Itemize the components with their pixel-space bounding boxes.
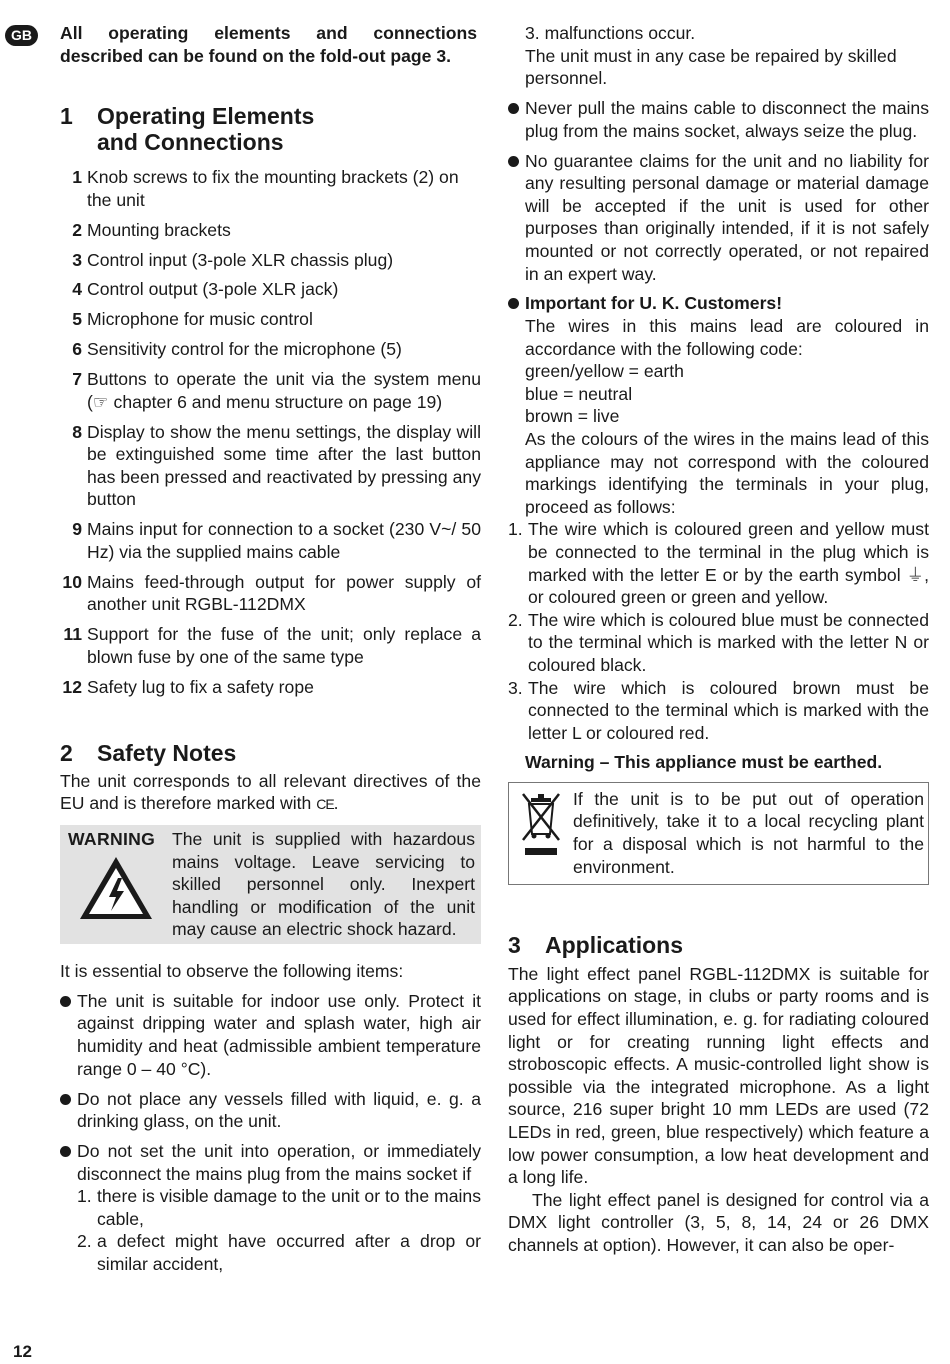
list-item bbox=[60, 571, 481, 616]
ce-mark: CE bbox=[316, 796, 334, 813]
uk-code-live: brown = live bbox=[525, 406, 620, 427]
bullet-pull-cable bbox=[508, 97, 929, 142]
bullet-icon bbox=[508, 150, 525, 286]
recycling-text: If the unit is to be put out of operation definitively, take it to a local recycling plant for a disposal which is not harmful to the environment. bbox=[573, 788, 924, 877]
uk-intro: The wires in this mains lead are coloured in accordance with the following code: bbox=[525, 316, 929, 359]
item-text: Control output (3-pole XLR jack) bbox=[87, 279, 339, 300]
item-text: Control input (3-pole XLR chassis plug) bbox=[87, 249, 394, 270]
sub-number: 2. bbox=[77, 1231, 92, 1252]
list-item bbox=[60, 308, 481, 331]
earth-symbol-icon: ⏚ bbox=[906, 564, 925, 585]
list-item bbox=[60, 166, 481, 211]
item-number: 6 bbox=[72, 339, 82, 360]
list-item bbox=[60, 278, 481, 301]
sub-item bbox=[77, 1230, 481, 1275]
operating-elements-list bbox=[60, 166, 481, 698]
item-text: Mounting brackets bbox=[87, 219, 231, 240]
list-item bbox=[60, 623, 481, 668]
list-item bbox=[60, 518, 481, 563]
list-item bbox=[60, 421, 481, 511]
item-text: Support for the fuse of the unit; only replace a blown fuse by one of the same type bbox=[87, 624, 481, 667]
item-text: Knob screws to fix the mounting brackets (2) on the unit bbox=[87, 167, 459, 210]
bullet-text: Do not place any vessels filled with liquid, e. g. a drinking glass, on the unit. bbox=[77, 1088, 481, 1132]
section-1-number: 1 bbox=[60, 103, 73, 130]
item-number: 5 bbox=[72, 309, 82, 330]
step-number: 2. bbox=[508, 609, 523, 630]
item-text: Display to show the menu settings, the display will be extinguished some time after the last button has been pressed and reactivated by pressing any button bbox=[87, 421, 481, 510]
bullet-icon bbox=[60, 990, 77, 1080]
safety-intro: The unit corresponds to all relevant directives of the EU and is therefore marked with CE. bbox=[60, 770, 481, 814]
bullet-text: No guarantee claims for the unit and no liability for any resulting personal damage or material damage will be accepted if the unit is used for other purposes than originally intended, if it is not safely mounted or not correctly operated, or not repaired in an expert way. bbox=[525, 150, 929, 284]
uk-step bbox=[508, 609, 929, 677]
item-number: 2 bbox=[72, 219, 82, 240]
section-3-number: 3 bbox=[508, 932, 521, 959]
sub-number: 1. bbox=[77, 1186, 92, 1207]
safety-intro-text: The unit corresponds to all relevant directives of the EU and is therefore marked with bbox=[60, 770, 481, 814]
uk-code-earth: green/yellow = earth bbox=[525, 361, 684, 382]
item-number: 3 bbox=[72, 249, 82, 270]
right-column bbox=[508, 22, 929, 1256]
warning-text: The unit is supplied with hazardous mains voltage. Leave servicing to skilled personnel only. Inexpert handling or modification of the unit may cause an electric shock hazard. bbox=[172, 829, 475, 940]
page-number: 12 bbox=[13, 1342, 32, 1361]
warning-label: WARNING bbox=[68, 829, 156, 850]
section-2-number: 2 bbox=[60, 740, 73, 767]
item-text: Sensitivity control for the microphone (5) bbox=[87, 339, 402, 360]
bullet-icon bbox=[508, 292, 525, 518]
sub-text: malfunctions occur. bbox=[544, 23, 696, 43]
item-text: Microphone for music control bbox=[87, 309, 313, 330]
left-column bbox=[60, 22, 481, 1276]
item-number: 11 bbox=[63, 624, 82, 645]
bullet-vessels bbox=[60, 1088, 481, 1133]
list-item bbox=[60, 249, 481, 272]
uk-code-neutral: blue = neutral bbox=[525, 383, 633, 404]
bullet-uk-customers bbox=[508, 292, 929, 518]
section-3-heading bbox=[508, 933, 929, 959]
earthed-warning: Warning – This appliance must be earthed. bbox=[525, 752, 883, 773]
step-number: 3. bbox=[508, 677, 523, 698]
sub-text: a defect might have occurred after a drop or similar accident, bbox=[97, 1231, 481, 1274]
language-badge: GB bbox=[5, 25, 38, 46]
bullet-disconnect bbox=[60, 1140, 481, 1276]
applications-paragraph-1: The light effect panel RGBL-112DMX is suitable for applications on stage, in clubs or party rooms and is used for effect illumination, e. g. for radiating coloured light or for creating running light effects and stroboscopic effects. A music-controlled light show is possible via the integrated microphone. As a light source, 216 super bright 10 mm LEDs are used (72 LEDs in red, green, blue respectively) which feature a low power consumption, a low heat development and a long life. bbox=[508, 963, 929, 1188]
bullet-icon bbox=[60, 1088, 77, 1133]
item-text: Mains feed-through output for power supply of another unit RGBL-112DMX bbox=[87, 571, 481, 615]
bullet-text: The unit is suitable for indoor use only. Protect it against dripping water and splash water, high air humidity and heat (admissible ambient temperature range 0 – 40 °C). bbox=[77, 990, 481, 1079]
bullet-icon bbox=[60, 1140, 77, 1276]
list-item bbox=[60, 676, 481, 699]
bullet-guarantee bbox=[508, 150, 929, 286]
step-text-b: , or coloured green or green and yellow. bbox=[528, 564, 929, 608]
step-text: The wire which is coloured brown must be connected to the terminal which is marked with the letter L or coloured red. bbox=[528, 677, 929, 743]
list-item bbox=[60, 338, 481, 361]
step-text bbox=[528, 518, 929, 608]
intro-note: All operating elements and connections described can be found on the fold-out page 3. bbox=[60, 23, 477, 66]
uk-paragraph: As the colours of the wires in the mains lead of this appliance may not correspond with the coloured markings identifying the terminals in your plug, proceed as follows: bbox=[525, 428, 929, 517]
step-text-a: The wire which is coloured green and yellow must be connected to the terminal in the plug which is marked with the letter E or by the earth symbol bbox=[528, 519, 929, 585]
uk-title: Important for U. K. Customers! bbox=[525, 293, 783, 314]
sub-item bbox=[77, 1185, 481, 1230]
section-1-title-line1: Operating Elements bbox=[97, 103, 315, 130]
section-1-heading bbox=[60, 104, 481, 155]
recycling-box bbox=[508, 782, 929, 885]
crossed-bin-icon bbox=[519, 788, 563, 860]
uk-step bbox=[508, 518, 929, 608]
section-2-title: Safety Notes bbox=[97, 740, 237, 767]
applications-paragraph-2: The light effect panel is designed for control via a DMX light controller (3, 5, 8, 14, 24 or 26 DMX channels at option). However, it can also be oper- bbox=[508, 1189, 929, 1255]
repair-note: The unit must in any case be repaired by skilled personnel. bbox=[525, 45, 897, 89]
bullet-text: Do not set the unit into operation, or immediately disconnect the mains plug from the mains socket if bbox=[77, 1141, 481, 1184]
high-voltage-warning-icon bbox=[78, 855, 154, 921]
warning-label-area bbox=[68, 828, 172, 941]
item-text: Buttons to operate the unit via the system menu (☞ chapter 6 and menu structure on page 19) bbox=[87, 369, 481, 412]
item-number: 9 bbox=[72, 519, 82, 540]
bullet-disconnect-continued bbox=[508, 22, 929, 90]
item-number: 12 bbox=[62, 676, 82, 697]
bullet-indoor-use bbox=[60, 990, 481, 1080]
item-number: 7 bbox=[72, 369, 82, 390]
section-2-heading bbox=[60, 741, 481, 767]
bullet-icon bbox=[508, 97, 525, 142]
item-number: 10 bbox=[62, 571, 82, 592]
item-text: Safety lug to fix a safety rope bbox=[87, 676, 314, 697]
sub-item bbox=[525, 22, 929, 45]
item-number: 4 bbox=[72, 279, 82, 300]
section-3-title: Applications bbox=[545, 932, 684, 959]
item-number: 1 bbox=[72, 167, 82, 188]
step-number: 1. bbox=[508, 519, 523, 540]
list-item bbox=[60, 368, 481, 413]
observe-text: It is essential to observe the following items: bbox=[60, 960, 404, 981]
sub-text: there is visible damage to the unit or to the mains cable, bbox=[97, 1186, 481, 1229]
warning-box bbox=[60, 825, 481, 944]
bullet-text: Never pull the mains cable to disconnect the mains plug from the mains socket, always seize the plug. bbox=[525, 98, 929, 141]
sub-number: 3. bbox=[525, 23, 540, 43]
list-item bbox=[60, 219, 481, 242]
uk-step bbox=[508, 677, 929, 745]
item-number: 8 bbox=[72, 421, 82, 442]
item-text: Mains input for connection to a socket (230 V~/ 50 Hz) via the supplied mains cable bbox=[87, 519, 481, 562]
section-1-title-line2: and Connections bbox=[97, 128, 284, 155]
uk-steps bbox=[508, 518, 929, 744]
step-text: The wire which is coloured blue must be connected to the terminal which is marked with the letter N or coloured black. bbox=[528, 609, 929, 675]
